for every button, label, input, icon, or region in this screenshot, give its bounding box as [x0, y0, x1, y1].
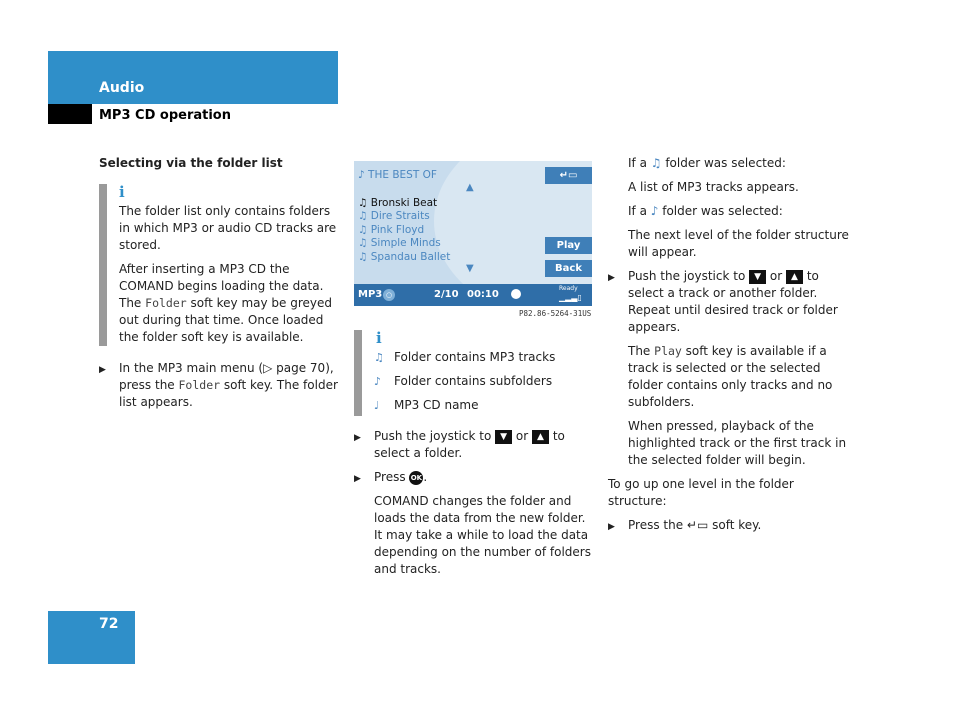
ok-button-icon: OK [409, 471, 423, 485]
info-bar [99, 184, 107, 346]
body-paragraph: If a ♫ folder was selected: [628, 156, 786, 170]
mp3-folder-icon: ♫ [358, 250, 371, 263]
joystick-up-icon: ▲ [786, 270, 803, 284]
body-paragraph: When pressed, playback of the highlighted track or the first track in the selected folder will begin. [628, 419, 847, 467]
folder-list-header: ♪ THE BEST OF [358, 169, 437, 181]
mp3-folder-icon: ♫ [358, 196, 371, 209]
left-column [99, 155, 341, 411]
page-reference[interactable]: ▷ page 70 [263, 361, 326, 375]
mp3-folder-icon: ♫ [358, 237, 371, 249]
bullet-arrow-icon: ▶ [354, 433, 361, 443]
back-softkey-icon: ↵▭ [686, 518, 709, 532]
step-item: ▶ Press the ↵▭ soft key. [608, 517, 854, 534]
middle-column [354, 330, 594, 585]
subsection-heading: Selecting via the folder list [99, 156, 283, 170]
body-paragraph: To go up one level in the folder structure: [608, 477, 794, 508]
list-item: ♫ Simple Minds [358, 237, 441, 249]
cd-name-icon: ♩ [374, 399, 380, 412]
scroll-down-icon: ▼ [466, 263, 474, 274]
section-title: MP3 CD operation [99, 108, 231, 123]
info-box [99, 184, 341, 346]
legend-item: ♫ Folder contains MP3 tracks [374, 350, 556, 364]
bullet-arrow-icon: ▶ [99, 365, 106, 375]
legend-item: ♩ MP3 CD name [374, 398, 479, 412]
status-bar: MP3 ○ 2/10 00:10 Ready ▁▂▃▯ [354, 284, 592, 306]
right-column [608, 155, 854, 534]
play-softkey: Play [545, 237, 592, 254]
bullet-arrow-icon: ▶ [608, 522, 615, 532]
info-icon: i [119, 183, 125, 201]
info-bar [354, 330, 362, 416]
back-softkey: Back [545, 260, 592, 277]
bullet-arrow-icon: ▶ [608, 273, 615, 283]
signal-icon: ▁▂▃▯ [559, 293, 582, 302]
section-tab-marker [48, 104, 92, 124]
info-paragraph: The folder list only contains folders in which MP3 or audio CD tracks are stored. [119, 204, 337, 252]
step-item: ▶ Push the joystick to ▼ or ▲ to select a track or another folder. Repeat until desired track or folder appears. [608, 269, 838, 334]
cd-name-icon: ♪ [358, 169, 369, 181]
scroll-up-icon: ▲ [466, 182, 474, 193]
list-item: ♫ Pink Floyd [358, 223, 425, 236]
list-item: ♫ Bronski Beat [358, 196, 438, 209]
joystick-up-icon: ▲ [532, 430, 549, 444]
header-bar [48, 51, 338, 104]
page-number: 72 [99, 616, 119, 632]
body-paragraph: The next level of the folder structure will appear. [628, 228, 849, 259]
mp3-folder-icon: ♫ [374, 351, 384, 364]
page-number-box [48, 611, 135, 664]
step-item: ▶ In the MP3 main menu (▷ page 70), press the Folder soft key. The folder list appears. [99, 361, 338, 409]
folder-list [358, 169, 450, 264]
subfolder-icon: ♪ [650, 204, 659, 218]
step-item: ▶ Push the joystick to ▼ or ▲ to select a folder. [354, 429, 565, 460]
body-paragraph: The Play soft key is available if a track is selected or the selected folder contains only tracks and no subfolders. [628, 344, 833, 409]
subfolder-icon: ♪ [374, 375, 382, 388]
mp3-folder-icon: ♫ [358, 223, 371, 236]
body-paragraph: If a ♪ folder was selected: [628, 204, 783, 218]
comand-display-screenshot [354, 161, 592, 306]
list-item: ♫ Dire Straits [358, 210, 430, 222]
joystick-down-icon: ▼ [495, 430, 512, 444]
info-paragraph: After inserting a MP3 CD the COMAND begins loading the data. The Folder soft key may be greyed out during that time. Once loaded the folder soft key is available. [119, 262, 332, 344]
figure-caption: P82.86-5264-31US [519, 309, 592, 318]
bullet-arrow-icon: ▶ [354, 474, 361, 484]
mp3-folder-icon: ♫ [650, 156, 662, 170]
legend-box [354, 330, 594, 416]
list-item: ♫ Spandau Ballet [358, 250, 451, 263]
chapter-title: Audio [99, 80, 145, 96]
info-icon: i [376, 329, 382, 347]
disc-icon [511, 289, 521, 299]
mp3-folder-icon: ♫ [358, 210, 371, 222]
body-paragraph: COMAND changes the folder and loads the data from the new folder. It may take a while to load the data depending on the number of folders and tracks. [374, 494, 591, 576]
legend-item: ♪ Folder contains subfolders [374, 374, 553, 388]
joystick-down-icon: ▼ [749, 270, 766, 284]
body-paragraph: A list of MP3 tracks appears. [628, 180, 799, 194]
back-level-softkey: ↵▭ [545, 167, 592, 184]
step-item: ▶ Press OK. [354, 469, 594, 486]
cd-icon: ○ [383, 289, 395, 301]
